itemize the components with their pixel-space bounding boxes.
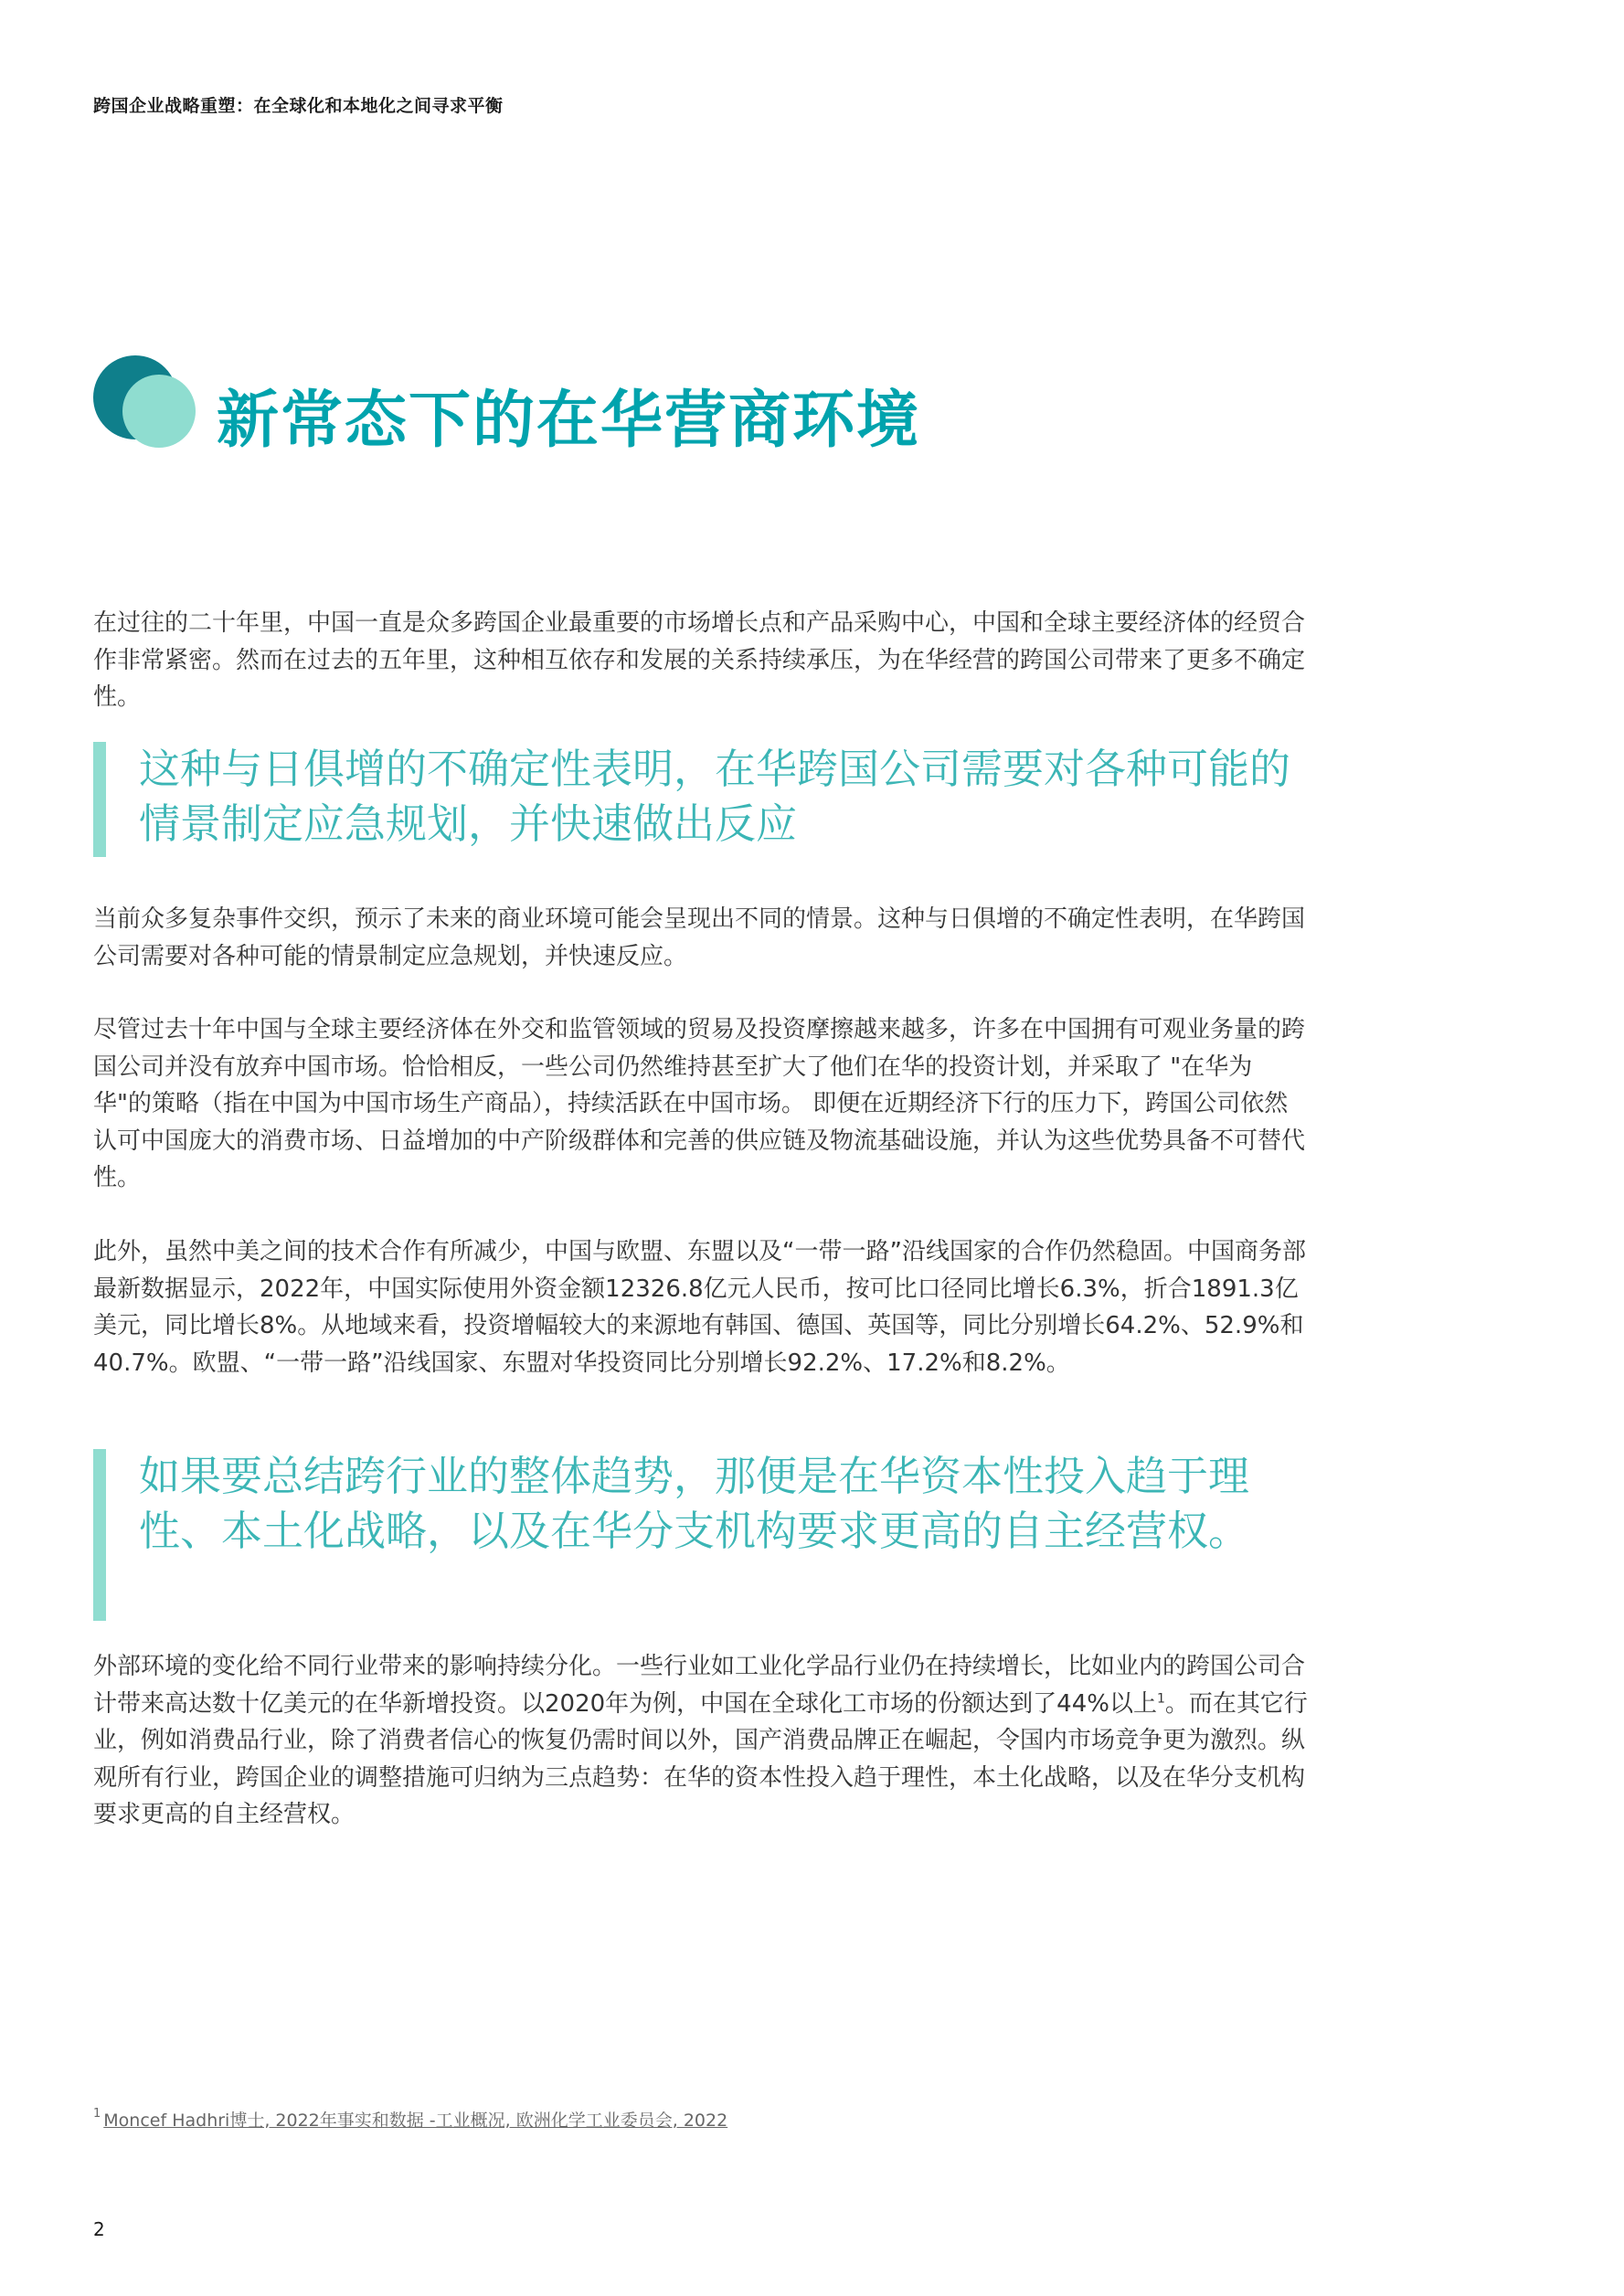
footnote-mark: 1 xyxy=(93,2107,101,2121)
pull-quote-1 xyxy=(93,742,1309,857)
pull-quote-text: 如果要总结跨行业的整体趋势，那便是在华资本性投入趋于理性、本土化战略，以及在华分支机构要求更高的自主经营权。 xyxy=(139,1452,1250,1555)
document-header: 跨国企业战略重塑：在全球化和本地化之间寻求平衡 xyxy=(93,96,504,116)
pull-quote-text: 这种与日俱增的不确定性表明，在华跨国公司需要对各种可能的情景制定应急规划，并快速做出反应 xyxy=(139,745,1291,848)
paragraph-text-part: 外部环境的变化给不同行业带来的影响持续分化。一些行业如工业化学品行业仍在持续增长，比如业内的跨国公司合计带来高达数十亿美元的在华新增投资。以2020年为例，中国在全球化工市场的份额达到了44%以上 xyxy=(93,1653,1306,1718)
section-title-block xyxy=(91,354,1279,455)
paragraph-market-commitment: 尽管过去十年中国与全球主要经济体在外交和监管领域的贸易及投资摩擦越来越多，许多在中国拥有可观业务量的跨国公司并没有放弃中国市场。恰恰相反，一些公司仍然维持甚至扩大了他们在华的投资计划，并采取了 "在华为华"的策略（指在中国为中国市场生产商品），持续活跃在中国市场。 即便在近期经济下行的压力下，跨国公司依然认可中国庞大的消费市场、日益增加的中产阶级群体和完善的供应链及物流基础设施，并认为这些优势具备不可替代性。 xyxy=(93,1016,1306,1191)
pull-quote-2 xyxy=(93,1449,1309,1621)
light-circle xyxy=(122,375,196,448)
footnote-link[interactable]: Moncef Hadhri博士, 2022年事实和数据 -工业概况, 欧洲化学工业委员会, 2022 xyxy=(103,2111,728,2131)
page-number: 2 xyxy=(93,2218,105,2240)
paragraph-scenarios: 当前众多复杂事件交织，预示了未来的商业环境可能会呈现出不同的情景。这种与日俱增的不确定性表明，在华跨国公司需要对各种可能的情景制定应急规划，并快速反应。 xyxy=(93,905,1306,970)
section-title: 新常态下的在华营商环境 xyxy=(217,385,921,457)
paragraph-investment-data: 此外，虽然中美之间的技术合作有所减少，中国与欧盟、东盟以及“一带一路”沿线国家的合作仍然稳固。中国商务部最新数据显示，2022年，中国实际使用外资金额12326.8亿元人民币，按可比口径同比增长6.3%，折合1891.3亿美元，同比增长8%。从地域来看，投资增幅较大的来源地有韩国、德国、英国等，同比分别增长64.2%、52.9%和40.7%。欧盟、“一带一路”沿线国家、东盟对华投资同比分别增长92.2%、17.2%和8.2%。 xyxy=(93,1238,1306,1377)
footnote-reference[interactable]: 1 xyxy=(1156,1690,1165,1706)
pull-quote-bar xyxy=(93,742,106,857)
overlapping-circles-icon xyxy=(91,354,201,455)
pull-quote-bar xyxy=(93,1449,106,1621)
paragraph-text-part: 。而在其它行业，例如消费品行业，除了消费者信心的恢复仍需时间以外，国产消费品牌正在崛起，令国内市场竞争更为激烈。纵观所有行业，跨国企业的调整措施可归纳为三点趋势：在华的资本性投入趋于理性，本土化战略，以及在华分支机构要求更高的自主经营权。 xyxy=(93,1689,1308,1828)
paragraph-industry-trends xyxy=(93,1648,1309,1834)
paragraph-intro: 在过往的二十年里，中国一直是众多跨国企业最重要的市场增长点和产品采购中心，中国和全球主要经济体的经贸合作非常紧密。然而在过去的五年里，这种相互依存和发展的关系持续承压，为在华经营的跨国公司带来了更多不确定性。 xyxy=(93,609,1306,711)
footnote xyxy=(93,2107,727,2132)
